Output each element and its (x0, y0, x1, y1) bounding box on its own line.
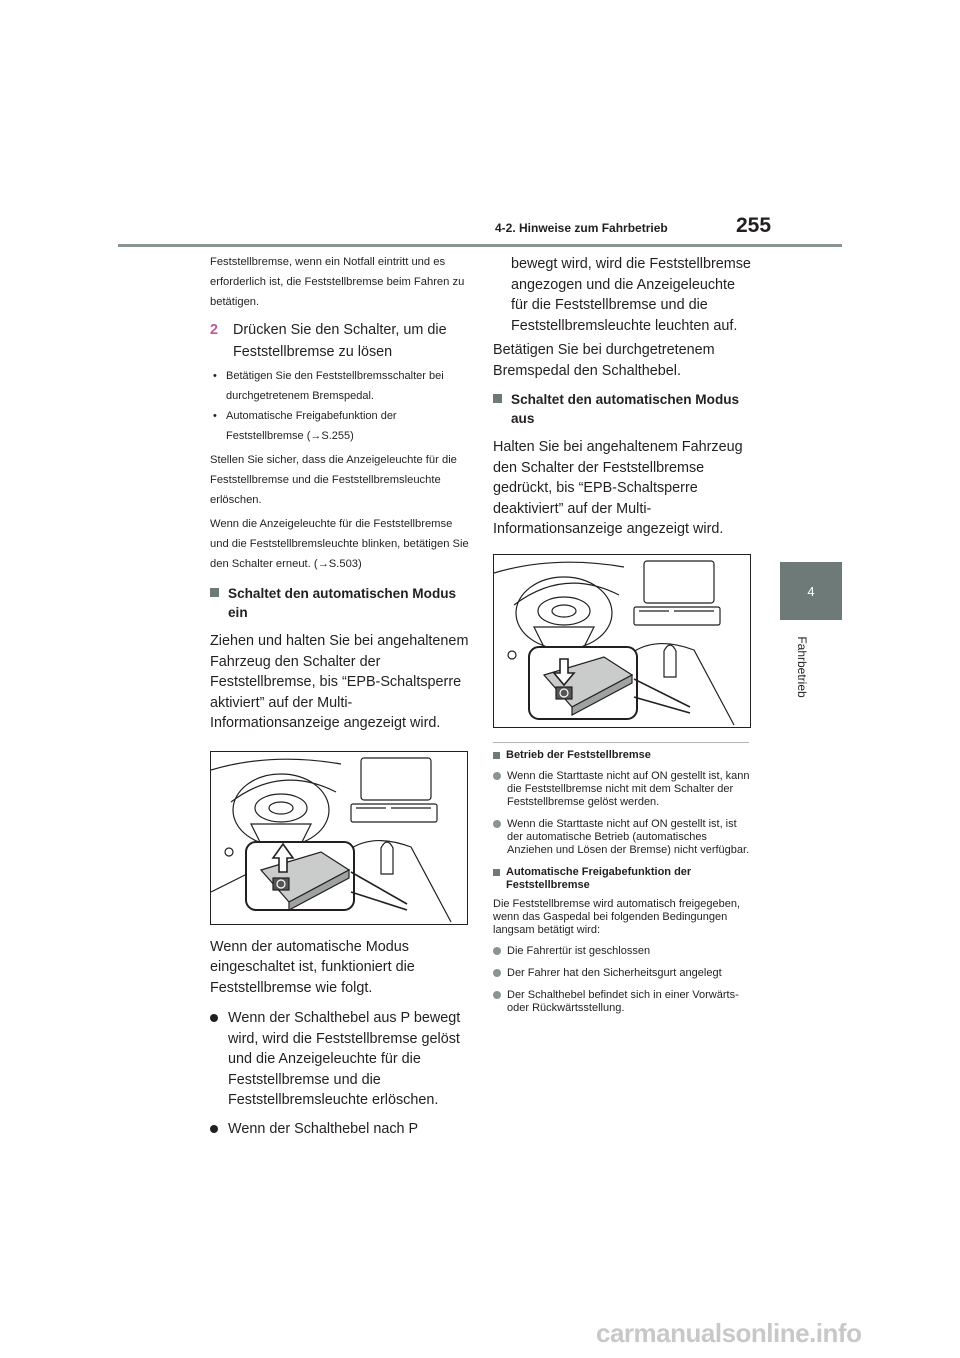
paragraph-indicator: Stellen Sie sicher, dass die Anzeigeleuchte für die Feststellbremse und die Feststellbremsleuchte erlöschen. (210, 454, 457, 506)
bullet-item: • Automatische Freigabefunktion der Feststellbremse (→S.255) (210, 406, 470, 446)
note-item: Wenn die Starttaste nicht auf ON gestellt ist, kann die Feststellbremse nicht mit dem Schalter der Feststellbremse gelöst werden. (493, 770, 755, 809)
square-marker-icon (493, 394, 502, 403)
note-item: Der Fahrer hat den Sicherheitsgurt angelegt (493, 967, 755, 980)
bullet-icon (493, 820, 501, 828)
step-number: 2 (210, 322, 219, 338)
left-column (210, 252, 470, 1139)
figure-auto-off (493, 554, 751, 728)
step-2 (210, 319, 470, 363)
square-marker-icon (210, 588, 219, 597)
note-paragraph: Die Feststellbremse wird automatisch freigegeben, wenn das Gaspedal bei folgenden Bedingungen langsam betätigt wird: (493, 897, 741, 936)
bullet-icon (210, 1125, 218, 1133)
list-item: Wenn der Schalthebel aus P bewegt wird, wird die Feststellbremse gelöst und die Anzeigeleuchte für die Feststellbremse und die Feststellbremsleuchte erlöschen. (210, 1008, 470, 1111)
bullet-icon (210, 1014, 218, 1022)
shift-text: Betätigen Sie bei durchgetretenem Bremspedal den Schalthebel. (493, 342, 715, 379)
list-item: Wenn der Schalthebel nach P (210, 1119, 470, 1140)
right-column (493, 252, 755, 1015)
section-title: 4-2. Hinweise zum Fahrbetrieb (495, 221, 668, 235)
bullet-icon (493, 991, 501, 999)
bullet-icon (493, 947, 501, 955)
note-item: Die Fahrertür ist geschlossen (493, 945, 755, 958)
after-figure-text: Wenn der automatische Modus eingeschaltet ist, funktioniert die Feststellbremse wie folgt. (210, 938, 415, 996)
header-rule (118, 244, 842, 247)
figure-auto-on (210, 751, 468, 925)
note-heading: Betrieb der Feststellbremse (493, 749, 755, 762)
page-number: 255 (736, 214, 772, 237)
note-item: Wenn die Starttaste nicht auf ON gestellt ist, ist der automatische Betrieb (automatisches Anziehen und Lösen der Bremse) nicht verfügbar. (493, 818, 755, 857)
watermark: carmanualsonline.info (596, 1318, 862, 1348)
intro-text: Feststellbremse, wenn ein Notfall eintritt und es erforderlich ist, die Feststellbremse beim Fahren zu betätigen. (210, 256, 465, 308)
continuation-text: bewegt wird, wird die Feststellbremse angezogen und die Anzeigeleuchte für die Feststellbremse und die Feststellbremsleuchte leuchten auf. (511, 256, 751, 334)
square-marker-icon (493, 752, 500, 759)
step-text: Drücken Sie den Schalter, um die Feststellbremse zu lösen (233, 322, 447, 360)
chapter-tab[interactable]: 4 (780, 562, 842, 620)
bullet-item: • Betätigen Sie den Feststellbremsschalter bei durchgetretenem Bremspedal. (210, 366, 470, 406)
bullet-icon (493, 772, 501, 780)
auto-off-text: Halten Sie bei angehaltenem Fahrzeug den Schalter der Feststellbremse gedrückt, bis “EPB-Schaltsperre deaktiviert” auf der Multi-Informationsanzeige angezeigt wird. (493, 439, 743, 537)
note-heading: Automatische Freigabefunktion der Feststellbremse (493, 866, 755, 892)
chapter-label: Fahrbetrieb (795, 636, 809, 698)
note-item: Der Schalthebel befindet sich in einer Vorwärts- oder Rückwärtsstellung. (493, 989, 755, 1015)
paragraph-blink: Wenn die Anzeigeleuchte für die Feststellbremse und die Feststellbremsleuchte blinken, betätigen Sie den Schalter erneut. (→S.503) (210, 518, 469, 570)
heading-auto-on: Schaltet den automatischen Modus ein (210, 584, 470, 622)
heading-auto-off: Schaltet den automatischen Modus aus (493, 390, 755, 428)
square-marker-icon (493, 869, 500, 876)
auto-on-text: Ziehen und halten Sie bei angehaltenem Fahrzeug den Schalter der Feststellbremse, bis “EPB-Schaltsperre aktiviert” auf der Multi-Informationsanzeige angezeigt wird. (210, 633, 469, 731)
notes-rule (493, 742, 749, 743)
bullet-icon (493, 969, 501, 977)
